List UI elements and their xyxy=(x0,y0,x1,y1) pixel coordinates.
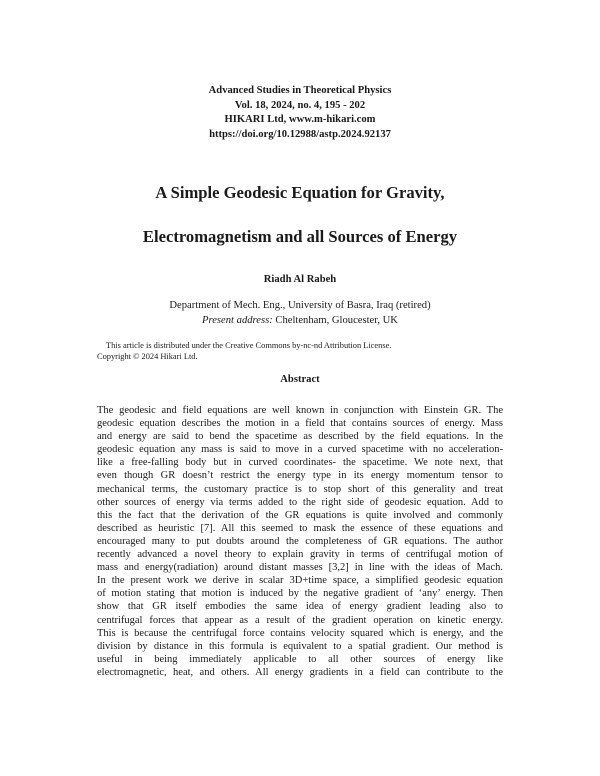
abstract-line: described as heuristic [7]. All this seemed to mask the essence of these equations and xyxy=(97,522,503,534)
journal-name: Advanced Studies in Theoretical Physics xyxy=(208,85,392,96)
present-address-value: Cheltenham, Gloucester, UK xyxy=(272,314,398,326)
present-address-label: Present address: xyxy=(202,314,273,326)
abstract-line: mass and energy(radiation) around distant masses [3,2] in line with the ideas of Mach. xyxy=(97,562,503,574)
abstract-line: other sources of energy via terms added to the right side of geodesic equation. Add to xyxy=(97,496,503,508)
abstract-line: of motion stating that motion is induced by the negative gradient of ‘any’ energy. Then xyxy=(97,588,503,600)
abstract-line: useful in being immediately applicable to all other sources of energy like xyxy=(97,653,503,665)
abstract-body xyxy=(97,404,503,679)
affiliation-present-address xyxy=(0,314,600,329)
license-notice xyxy=(97,340,391,362)
abstract-line: encouraged many to put doubts around the completeness of GR equations. The author xyxy=(97,535,503,547)
journal-header xyxy=(0,84,600,142)
author-name: Riadh Al Rabeh xyxy=(263,274,337,285)
abstract-line: In the present work we derive in scalar 3D+time space, a simplified geodesic equation xyxy=(97,575,503,587)
abstract-line: this the fact that the derivation of the GR equations is quite involved and commonly xyxy=(97,509,503,521)
abstract-line: division by distance in this formula is equivalent to a spatial gradient. Our method is xyxy=(97,640,503,652)
affiliation-department: Department of Mech. Eng., University of Basra, Iraq (retired) xyxy=(169,300,431,311)
abstract-line: geodesic equation any mass is said to move in a curved spacetime with no acceleration- xyxy=(97,444,503,456)
abstract-line: and energy are said to bend the spacetime as described by the field equations. In the xyxy=(97,431,503,443)
copyright-line: Copyright © 2024 Hikari Ltd. xyxy=(97,352,198,361)
abstract-line: centrifugal forces that appear as a result of the gradient operation on kinetic energy. xyxy=(97,614,503,626)
abstract-line: recently advanced a novel theory to explain gravity in terms of centrifugal motion of xyxy=(97,549,503,561)
abstract-line: electromagnetic, heat, and others. All energy gradients in a field can contribute to the xyxy=(97,666,503,678)
abstract-heading: Abstract xyxy=(280,374,320,385)
abstract-line: This is because the centrifugal force contains velocity squared which is energy, and the xyxy=(97,627,503,639)
abstract-line: geodesic equation describes the motion in a field that contains sources of energy. Mass xyxy=(97,418,503,430)
abstract-line: even though GR doesn’t restrict the energy type in its energy momentum tensor to xyxy=(97,470,503,482)
journal-publisher: HIKARI Ltd, www.m-hikari.com xyxy=(224,114,376,125)
journal-doi[interactable]: https://doi.org/10.12988/astp.2024.92137 xyxy=(209,128,391,140)
abstract-line: show that GR itself embodies the same idea of energy gradient leading also to xyxy=(97,601,503,613)
abstract-line: mechanical terms, the customary practice is to stop short of this generality and treat xyxy=(97,483,503,495)
paper-title-line-1: A Simple Geodesic Equation for Gravity, xyxy=(155,183,445,202)
abstract-line: like a free-falling body but in curved coordinates- the spacetime. We note next, that xyxy=(97,457,503,469)
paper-title-line-2: Electromagnetism and all Sources of Energy xyxy=(142,227,458,246)
abstract-line: The geodesic and field equations are well known in conjunction with Einstein GR. The xyxy=(97,405,503,416)
license-line: This article is distributed under the Creative Commons by-nc-nd Attribution License. xyxy=(106,341,392,350)
author-affiliation xyxy=(0,299,600,328)
journal-volume: Vol. 18, 2024, no. 4, 195 - 202 xyxy=(234,99,366,111)
